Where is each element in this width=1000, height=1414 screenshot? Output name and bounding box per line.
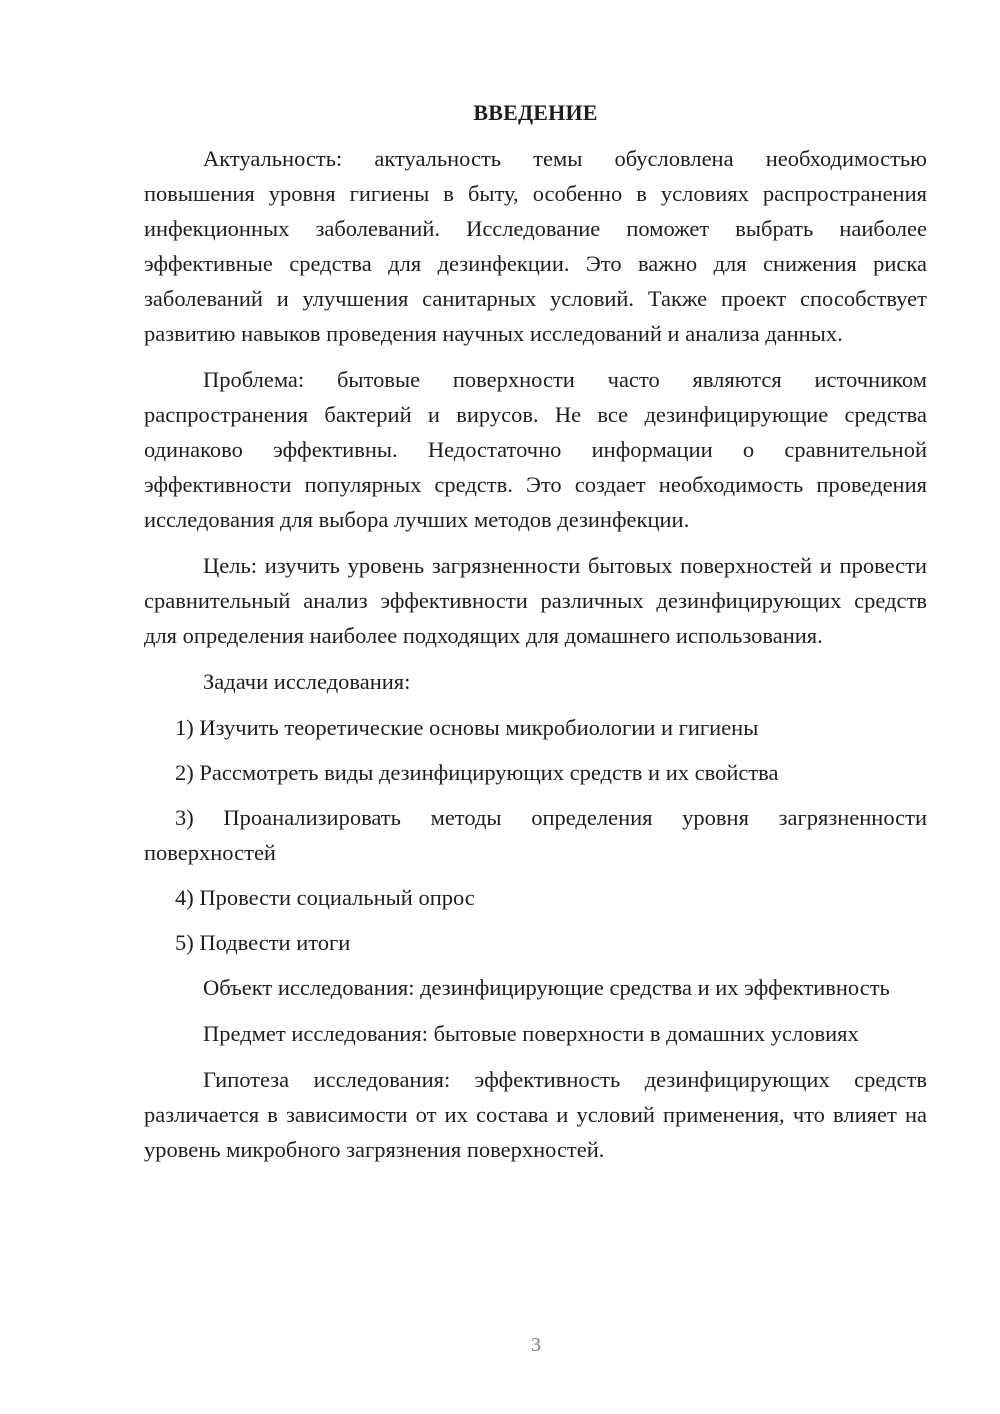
paragraph-object: Объект исследования: дезинфицирующие средства и их эффективность <box>203 975 890 1000</box>
paragraph-subject: Предмет исследования: бытовые поверхности в домашних условиях <box>203 1021 859 1046</box>
page-content <box>144 95 927 1178</box>
task-item-3: 3) Проанализировать методы определения уровня загрязненности поверхностей <box>144 805 927 865</box>
paragraph-relevance: Актуальность: актуальность темы обусловлена необходимостью повышения уровня гигиены в быту, особенно в условиях распространения инфекционных заболеваний. Исследование поможет выбрать наиболее эффективные средства для дезинфекции. Это важно для снижения риска заболеваний и улучшения санитарных условий. Также проект способствует развитию навыков проведения научных исследований и анализа данных. <box>144 146 927 346</box>
paragraph-hypothesis: Гипотеза исследования: эффективность дезинфицирующих средств различается в зависимости от их состава и условий применения, что влияет на уровень микробного загрязнения поверхностей. <box>144 1067 927 1162</box>
tasks-heading: Задачи исследования: <box>203 669 411 694</box>
section-title: ВВЕДЕНИЕ <box>473 100 598 125</box>
paragraph-problem: Проблема: бытовые поверхности часто являются источником распространения бактерий и вирусов. Не все дезинфицирующие средства одинаково эффективны. Недостаточно информации о сравнительной эффективности популярных средств. Это создает необходимость проведения исследования для выбора лучших методов дезинфекции. <box>144 367 927 532</box>
task-item-4: 4) Провести социальный опрос <box>175 885 475 910</box>
page-number: 3 <box>531 1334 541 1356</box>
paragraph-goal: Цель: изучить уровень загрязненности бытовых поверхностей и провести сравнительный анализ эффективности различных дезинфицирующих средств для определения наиболее подходящих для домашнего использования. <box>144 553 927 648</box>
task-item-2: 2) Рассмотреть виды дезинфицирующих средств и их свойства <box>175 760 779 785</box>
task-item-5: 5) Подвести итоги <box>175 930 351 955</box>
task-item-1: 1) Изучить теоретические основы микробиологии и гигиены <box>175 715 759 740</box>
